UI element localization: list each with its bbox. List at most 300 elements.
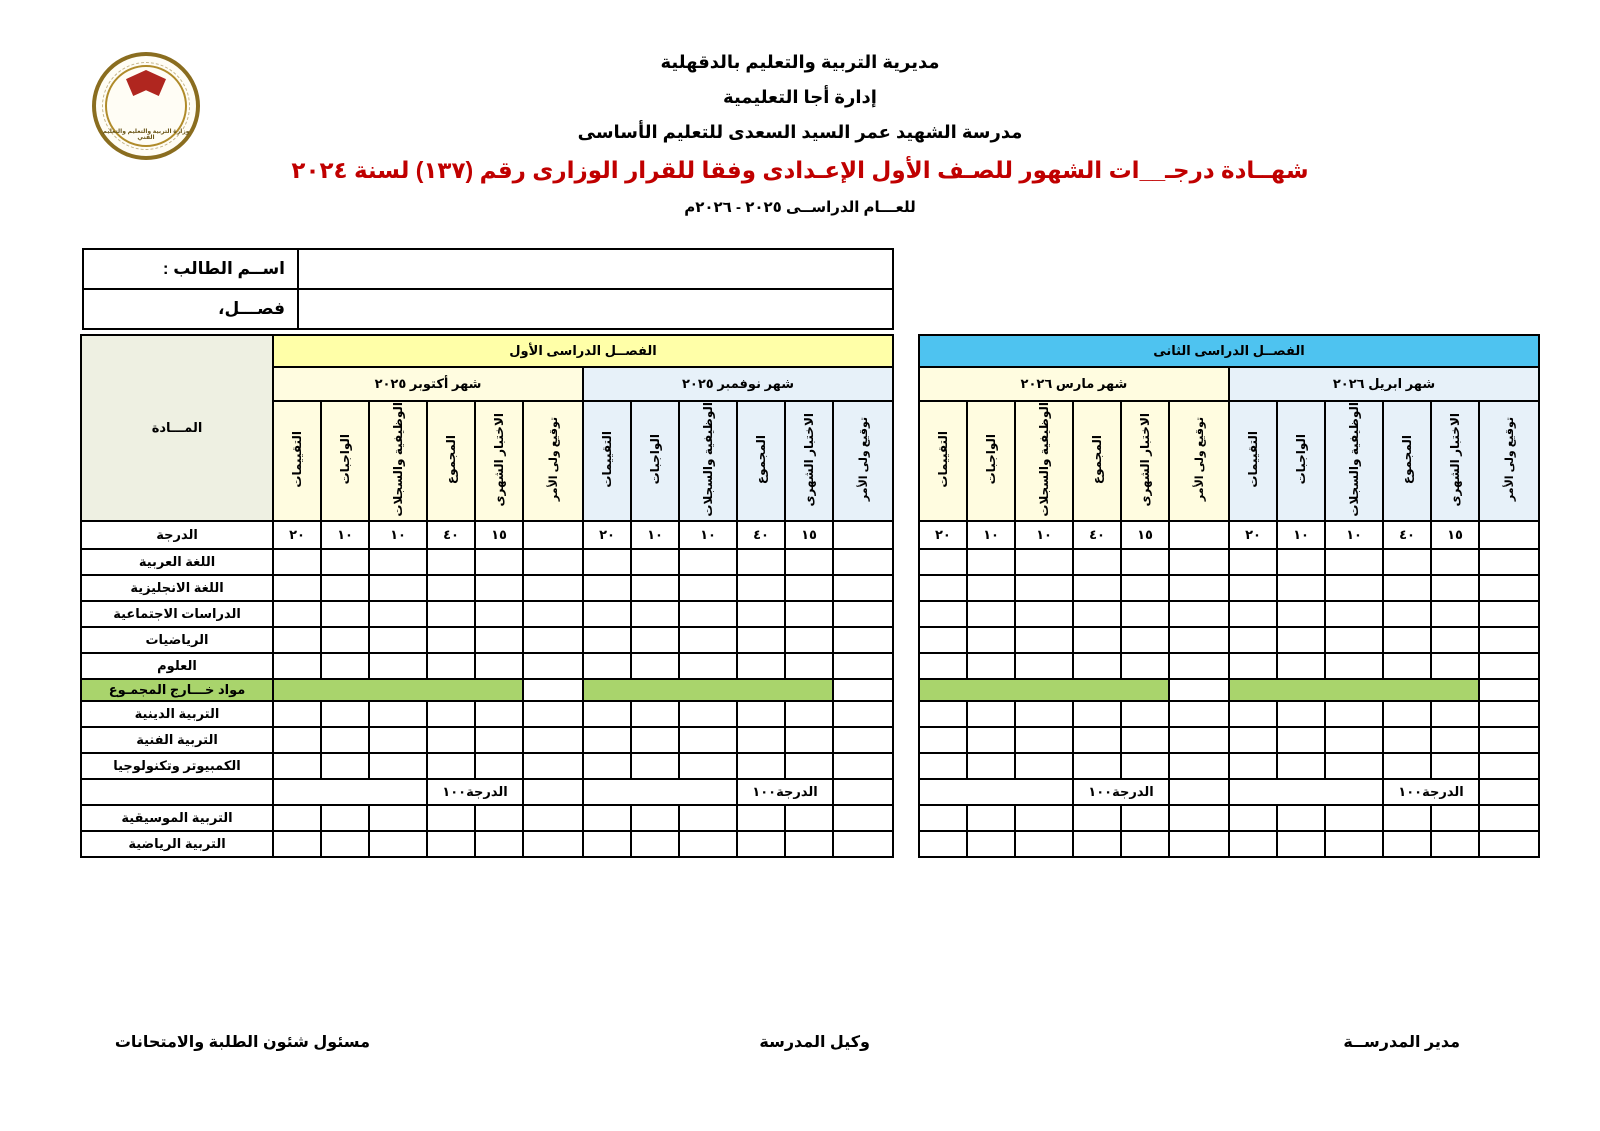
cell[interactable]	[475, 831, 523, 857]
cell[interactable]	[1169, 627, 1229, 653]
term2-header-row	[919, 335, 1539, 367]
cell[interactable]	[1073, 831, 1121, 857]
term2-max-marks-row	[919, 521, 1539, 549]
grade100-apr: الدرجة١٠٠	[1383, 779, 1479, 805]
cell[interactable]	[1431, 701, 1479, 727]
cell[interactable]	[1073, 627, 1121, 653]
cell[interactable]	[1277, 727, 1325, 753]
cell[interactable]	[369, 831, 427, 857]
cell[interactable]	[737, 753, 785, 779]
cell[interactable]	[1121, 831, 1169, 857]
cell[interactable]	[919, 727, 967, 753]
cell[interactable]	[523, 601, 583, 627]
cell[interactable]	[1073, 575, 1121, 601]
student-class-value[interactable]	[298, 289, 893, 329]
term1-table-container	[82, 334, 894, 858]
cell[interactable]	[475, 653, 523, 679]
month-november: شهر نوفمبر ٢٠٢٥	[583, 367, 893, 401]
cell[interactable]	[1015, 549, 1073, 575]
cell[interactable]	[1073, 653, 1121, 679]
cell[interactable]	[833, 575, 893, 601]
cell[interactable]	[1169, 753, 1229, 779]
cell[interactable]	[785, 727, 833, 753]
cell[interactable]	[1325, 575, 1383, 601]
cell[interactable]	[475, 549, 523, 575]
subject-label: التربية الرياضية	[81, 831, 273, 857]
cell[interactable]	[321, 753, 369, 779]
band-gap-sig-oct	[523, 679, 583, 701]
table-row	[81, 601, 893, 627]
subject-label: الكمبيوتر وتكنولوجيا	[81, 753, 273, 779]
col-homework-apr: الواجبات	[1277, 401, 1325, 521]
cell[interactable]	[967, 653, 1015, 679]
cell[interactable]	[737, 653, 785, 679]
cell[interactable]	[1169, 779, 1229, 805]
cell[interactable]	[475, 601, 523, 627]
cell[interactable]	[919, 753, 967, 779]
cell[interactable]	[967, 805, 1015, 831]
cell[interactable]	[1073, 701, 1121, 727]
cell[interactable]	[1325, 831, 1383, 857]
cell[interactable]	[427, 601, 475, 627]
page-title: شهــادة درجـ__ات الشهور للصـف الأول الإعـدادى وفقا للقرار الوزارى رقم (١٣٧) لسنة ٢٠٢٤	[291, 157, 1309, 183]
cell[interactable]	[631, 727, 679, 753]
table-row	[81, 549, 893, 575]
cell[interactable]	[833, 627, 893, 653]
student-name-row	[83, 249, 893, 289]
cell[interactable]	[1121, 805, 1169, 831]
col-total-apr: المجموع	[1383, 401, 1431, 521]
cell[interactable]	[737, 831, 785, 857]
cell[interactable]	[1431, 653, 1479, 679]
term2-table	[918, 334, 1540, 858]
cell[interactable]	[967, 627, 1015, 653]
cell[interactable]	[1121, 727, 1169, 753]
cell[interactable]	[321, 549, 369, 575]
cell[interactable]	[1479, 753, 1539, 779]
cell[interactable]	[679, 805, 737, 831]
cell[interactable]	[1229, 831, 1277, 857]
cell[interactable]	[475, 627, 523, 653]
cell[interactable]	[1431, 627, 1479, 653]
cell[interactable]	[1277, 549, 1325, 575]
cell[interactable]	[1073, 727, 1121, 753]
cell[interactable]	[369, 727, 427, 753]
cell[interactable]	[1325, 627, 1383, 653]
cell[interactable]	[523, 575, 583, 601]
cell[interactable]	[273, 701, 321, 727]
cell[interactable]	[273, 753, 321, 779]
cell[interactable]	[1479, 627, 1539, 653]
cell[interactable]	[321, 601, 369, 627]
cell[interactable]	[1015, 601, 1073, 627]
cell[interactable]	[369, 627, 427, 653]
cell[interactable]	[1431, 601, 1479, 627]
cell[interactable]	[1431, 753, 1479, 779]
cell[interactable]	[523, 549, 583, 575]
cell[interactable]	[679, 753, 737, 779]
cell[interactable]	[737, 575, 785, 601]
cell[interactable]	[919, 549, 967, 575]
cell[interactable]	[1325, 701, 1383, 727]
cell[interactable]	[919, 701, 967, 727]
cell[interactable]	[679, 575, 737, 601]
cell[interactable]	[1383, 549, 1431, 575]
cell[interactable]	[967, 831, 1015, 857]
cell[interactable]	[1121, 627, 1169, 653]
cell[interactable]	[785, 601, 833, 627]
cell[interactable]	[1169, 727, 1229, 753]
cell[interactable]	[919, 575, 967, 601]
band-gap-sig-mar	[1169, 679, 1229, 701]
col-duties-nov: الوظيفية والسجلات	[679, 401, 737, 521]
cell[interactable]	[679, 627, 737, 653]
max-sig-nov	[833, 521, 893, 549]
cell[interactable]	[1383, 727, 1431, 753]
cell[interactable]	[1015, 701, 1073, 727]
cell[interactable]	[321, 653, 369, 679]
page-header	[0, 0, 1600, 250]
outside-total-band	[919, 679, 1539, 701]
cell[interactable]	[1015, 627, 1073, 653]
cell[interactable]	[273, 831, 321, 857]
cell[interactable]	[1073, 601, 1121, 627]
subject-label: العلوم	[81, 653, 273, 679]
cell[interactable]	[523, 653, 583, 679]
cell[interactable]	[967, 727, 1015, 753]
cell[interactable]	[919, 831, 967, 857]
academic-year: للعـــام الدراســى ٢٠٢٥ - ٢٠٢٦م	[684, 199, 916, 216]
cell[interactable]	[1383, 753, 1431, 779]
cell[interactable]	[273, 805, 321, 831]
cell[interactable]	[967, 601, 1015, 627]
cell[interactable]	[1479, 653, 1539, 679]
col-homework-mar: الواجبات	[967, 401, 1015, 521]
cell[interactable]	[583, 753, 631, 779]
grade100-row	[919, 779, 1539, 805]
cell[interactable]	[523, 831, 583, 857]
cell[interactable]	[427, 627, 475, 653]
cell[interactable]	[583, 549, 631, 575]
band-nov	[583, 679, 833, 701]
max-duties-oct: ١٠	[369, 521, 427, 549]
cell[interactable]	[631, 601, 679, 627]
cell[interactable]	[737, 701, 785, 727]
max-homework-mar: ١٠	[967, 521, 1015, 549]
cell[interactable]	[1229, 753, 1277, 779]
cell[interactable]	[1479, 805, 1539, 831]
cell[interactable]	[919, 627, 967, 653]
cell[interactable]	[523, 627, 583, 653]
cell[interactable]	[785, 575, 833, 601]
cell[interactable]	[967, 701, 1015, 727]
cell[interactable]	[833, 831, 893, 857]
cell[interactable]	[833, 779, 893, 805]
cell[interactable]	[1229, 701, 1277, 727]
cell[interactable]	[583, 805, 631, 831]
cell[interactable]	[321, 727, 369, 753]
cell[interactable]	[1383, 653, 1431, 679]
cell[interactable]	[1479, 549, 1539, 575]
cell[interactable]	[369, 601, 427, 627]
cell[interactable]	[1277, 575, 1325, 601]
cell[interactable]	[475, 753, 523, 779]
cell[interactable]	[967, 753, 1015, 779]
cell[interactable]	[679, 653, 737, 679]
cell[interactable]	[833, 753, 893, 779]
col-assessments-apr: التقييمات	[1229, 401, 1277, 521]
cell[interactable]	[1073, 549, 1121, 575]
cell[interactable]	[583, 601, 631, 627]
cell[interactable]	[785, 653, 833, 679]
cell[interactable]	[1277, 805, 1325, 831]
table-row	[919, 653, 1539, 679]
cell[interactable]	[273, 601, 321, 627]
cell[interactable]	[1479, 727, 1539, 753]
cell[interactable]	[1325, 805, 1383, 831]
cell[interactable]	[583, 701, 631, 727]
cell[interactable]	[1325, 753, 1383, 779]
cell[interactable]	[1479, 601, 1539, 627]
cell[interactable]	[1277, 653, 1325, 679]
cell[interactable]	[785, 549, 833, 575]
cell[interactable]	[427, 701, 475, 727]
cell[interactable]	[583, 575, 631, 601]
cell[interactable]	[1015, 753, 1073, 779]
max-sig-mar	[1169, 521, 1229, 549]
cell[interactable]	[1229, 601, 1277, 627]
cell[interactable]	[523, 805, 583, 831]
cell[interactable]	[369, 805, 427, 831]
cell[interactable]	[427, 575, 475, 601]
cell[interactable]	[1229, 549, 1277, 575]
cell[interactable]	[321, 627, 369, 653]
cell[interactable]	[583, 727, 631, 753]
footer-principal: مدير المدرســة	[1343, 1034, 1460, 1051]
cell[interactable]	[1277, 701, 1325, 727]
cell[interactable]	[369, 549, 427, 575]
cell[interactable]	[1479, 701, 1539, 727]
cell[interactable]	[523, 701, 583, 727]
cell[interactable]	[1121, 601, 1169, 627]
cell[interactable]	[1277, 753, 1325, 779]
cell[interactable]	[833, 727, 893, 753]
cell[interactable]	[631, 549, 679, 575]
cell[interactable]	[737, 805, 785, 831]
cell[interactable]	[583, 779, 737, 805]
cell[interactable]	[919, 779, 1073, 805]
cell[interactable]	[1277, 831, 1325, 857]
cell[interactable]	[967, 549, 1015, 575]
cell[interactable]	[427, 549, 475, 575]
cell[interactable]	[785, 753, 833, 779]
table-row	[919, 627, 1539, 653]
cell[interactable]	[1325, 653, 1383, 679]
subject-label: الدراسات الاجتماعية	[81, 601, 273, 627]
cell[interactable]	[1325, 549, 1383, 575]
cell[interactable]	[1383, 805, 1431, 831]
band-oct	[273, 679, 523, 701]
cell[interactable]	[1431, 575, 1479, 601]
cell[interactable]	[833, 601, 893, 627]
table-row	[919, 727, 1539, 753]
cell[interactable]	[833, 701, 893, 727]
cell[interactable]	[1431, 549, 1479, 575]
term1-title: الفصــل الدراسى الأول	[273, 335, 893, 367]
cell[interactable]	[785, 627, 833, 653]
cell[interactable]	[1169, 653, 1229, 679]
cell[interactable]	[737, 601, 785, 627]
cell[interactable]	[369, 575, 427, 601]
cell[interactable]	[631, 575, 679, 601]
cell[interactable]	[1121, 575, 1169, 601]
cell[interactable]	[1229, 575, 1277, 601]
student-name-value[interactable]	[298, 249, 893, 289]
cell[interactable]	[1169, 701, 1229, 727]
cell[interactable]	[523, 753, 583, 779]
table-row	[81, 805, 893, 831]
cell[interactable]	[1277, 627, 1325, 653]
cell[interactable]	[427, 753, 475, 779]
cell[interactable]	[1229, 779, 1383, 805]
cell[interactable]	[631, 753, 679, 779]
cell[interactable]	[1325, 601, 1383, 627]
cell[interactable]	[1431, 831, 1479, 857]
cell[interactable]	[321, 831, 369, 857]
cell[interactable]	[1073, 805, 1121, 831]
cell[interactable]	[273, 549, 321, 575]
cell[interactable]	[1325, 727, 1383, 753]
cell[interactable]	[1121, 701, 1169, 727]
directorate-line: مديرية التربية والتعليم بالدقهلية	[660, 52, 940, 72]
cell[interactable]	[679, 549, 737, 575]
cell[interactable]	[583, 831, 631, 857]
cell[interactable]	[321, 575, 369, 601]
cell[interactable]	[369, 653, 427, 679]
cell[interactable]	[273, 653, 321, 679]
cell[interactable]	[679, 601, 737, 627]
student-class-row	[83, 289, 893, 329]
term1-table	[80, 334, 894, 858]
cell[interactable]	[737, 549, 785, 575]
cell[interactable]	[919, 805, 967, 831]
cell[interactable]	[369, 701, 427, 727]
cell[interactable]	[273, 575, 321, 601]
cell[interactable]	[273, 727, 321, 753]
cell[interactable]	[273, 779, 427, 805]
cell[interactable]	[321, 701, 369, 727]
cell[interactable]	[1431, 727, 1479, 753]
cell[interactable]	[1169, 601, 1229, 627]
cell[interactable]	[737, 727, 785, 753]
grade100-nov: الدرجة١٠٠	[737, 779, 833, 805]
cell[interactable]	[1479, 575, 1539, 601]
cell[interactable]	[1073, 753, 1121, 779]
cell[interactable]	[475, 701, 523, 727]
cell[interactable]	[631, 701, 679, 727]
cell[interactable]	[1383, 701, 1431, 727]
cell[interactable]	[1015, 831, 1073, 857]
cell[interactable]	[583, 627, 631, 653]
cell[interactable]	[523, 779, 583, 805]
max-total-oct: ٤٠	[427, 521, 475, 549]
cell[interactable]	[273, 627, 321, 653]
cell[interactable]	[1431, 805, 1479, 831]
cell[interactable]	[1169, 831, 1229, 857]
cell[interactable]	[583, 653, 631, 679]
max-duties-apr: ١٠	[1325, 521, 1383, 549]
cell[interactable]	[1479, 779, 1539, 805]
cell[interactable]	[1229, 627, 1277, 653]
cell[interactable]	[1383, 831, 1431, 857]
cell[interactable]	[369, 753, 427, 779]
cell[interactable]	[321, 805, 369, 831]
cell[interactable]	[785, 831, 833, 857]
cell[interactable]	[475, 575, 523, 601]
cell[interactable]	[427, 831, 475, 857]
cell[interactable]	[1015, 727, 1073, 753]
cell[interactable]	[631, 653, 679, 679]
cell[interactable]	[1169, 805, 1229, 831]
cell[interactable]	[1277, 601, 1325, 627]
cell[interactable]	[1383, 575, 1431, 601]
max-assessments-mar: ٢٠	[919, 521, 967, 549]
cell[interactable]	[1479, 831, 1539, 857]
cell[interactable]	[1229, 653, 1277, 679]
cell[interactable]	[1121, 653, 1169, 679]
cell[interactable]	[833, 805, 893, 831]
cell[interactable]	[427, 727, 475, 753]
cell[interactable]	[1169, 575, 1229, 601]
col-monthly-test-oct: الاختبار الشهرى	[475, 401, 523, 521]
max-homework-oct: ١٠	[321, 521, 369, 549]
cell[interactable]	[737, 627, 785, 653]
cell[interactable]	[631, 627, 679, 653]
cell[interactable]	[785, 701, 833, 727]
cell[interactable]	[475, 805, 523, 831]
cell[interactable]	[679, 701, 737, 727]
cell[interactable]	[1121, 753, 1169, 779]
cell[interactable]	[1169, 549, 1229, 575]
cell[interactable]	[679, 831, 737, 857]
cell[interactable]	[523, 727, 583, 753]
cell[interactable]	[1015, 805, 1073, 831]
cell[interactable]	[631, 805, 679, 831]
max-homework-apr: ١٠	[1277, 521, 1325, 549]
grade100-oct: الدرجة١٠٠	[427, 779, 523, 805]
cell[interactable]	[475, 727, 523, 753]
cell[interactable]	[1015, 575, 1073, 601]
cell[interactable]	[1015, 653, 1073, 679]
cell[interactable]	[631, 831, 679, 857]
cell[interactable]	[427, 805, 475, 831]
cell[interactable]	[833, 549, 893, 575]
cell[interactable]	[1229, 727, 1277, 753]
col-duties-apr: الوظيفية والسجلات	[1325, 401, 1383, 521]
cell[interactable]	[967, 575, 1015, 601]
cell[interactable]	[785, 805, 833, 831]
cell[interactable]	[1229, 805, 1277, 831]
cell[interactable]	[679, 727, 737, 753]
cell[interactable]	[1121, 549, 1169, 575]
cell[interactable]	[919, 601, 967, 627]
cell[interactable]	[919, 653, 967, 679]
cell[interactable]	[1383, 601, 1431, 627]
cell[interactable]	[833, 653, 893, 679]
cell[interactable]	[427, 653, 475, 679]
max-monthly-apr: ١٥	[1431, 521, 1479, 549]
cell[interactable]	[1383, 627, 1431, 653]
